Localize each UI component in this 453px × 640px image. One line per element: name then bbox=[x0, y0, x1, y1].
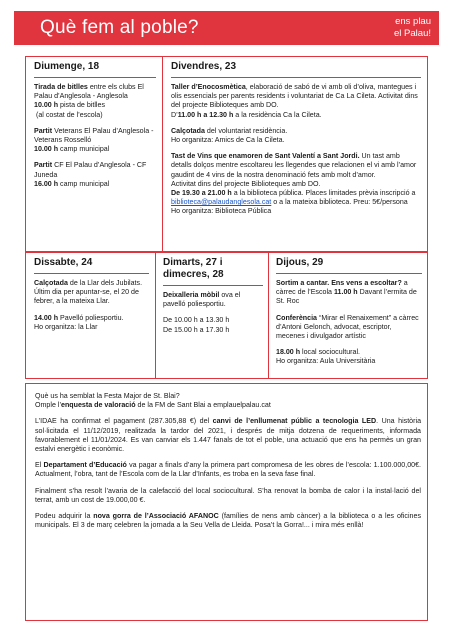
event-title: Conferència bbox=[276, 313, 317, 322]
news-text: Finalment s’ha resolt l’avaria de la calefacció del local sociocultural. S’ha renovat la bomba de calor i la instal·lació del terrat, amb un cost de 19.000,00 €. bbox=[35, 486, 421, 504]
saturday-event-1 bbox=[34, 279, 149, 307]
event-text: Un tast amb detalls dolços mentre escoltareu les llegendes que relacionen el vi amb l’amor gaudint de 4 vins de la nostra denominació fets amb molt d’amor. bbox=[171, 152, 417, 179]
library-email-link[interactable]: biblioteca@palaudanglesola.cat bbox=[171, 198, 272, 207]
friday-rule bbox=[171, 77, 421, 78]
sunday-heading: Diumenge, 18 bbox=[34, 61, 100, 72]
event-organizer: Ho organitza: la Llar bbox=[34, 322, 98, 331]
event-place: camp municipal bbox=[58, 179, 110, 188]
event-title: Sortim a cantar. Ens vens a escoltar? bbox=[276, 279, 402, 287]
event-text: , elaboració de sabó de vi amb oli d’oliva, mantegues i olis essencials per parents residents i voluntariat de Ca La Cileta. Activitat dins del projecte Biblioteques amb DO. bbox=[171, 83, 418, 110]
event-text: del voluntariat residència. bbox=[204, 126, 288, 135]
tagline-line-1: ens plau bbox=[395, 16, 431, 27]
news-led-lighting bbox=[35, 417, 421, 454]
event-text: entre els clubs El Palau d’Anglesola - Anglesola bbox=[34, 83, 144, 101]
event-organizer: Ho organitza: Amics de Ca la Cileta. bbox=[171, 136, 285, 145]
thursday-event-1 bbox=[276, 279, 422, 307]
event-text: CF El Palau d’Anglesola - CF Juneda bbox=[34, 161, 147, 179]
event-place: Davant l’ermita de St. Roc bbox=[276, 288, 417, 306]
thursday-rule bbox=[276, 273, 422, 274]
page-title: Què fem al poble? bbox=[40, 17, 199, 38]
sunday-event-1 bbox=[34, 83, 156, 120]
news-school-works bbox=[35, 461, 421, 479]
event-title: Tirada de bitlles bbox=[34, 83, 88, 91]
news-content bbox=[35, 392, 421, 537]
event-time: 18.00 h bbox=[276, 348, 301, 357]
event-title: Tast de Vins que enamoren de Sant Valentí a Sant Jordi. bbox=[171, 152, 360, 161]
news-text: El bbox=[35, 461, 44, 470]
event-title: Partit bbox=[34, 126, 53, 135]
news-heating bbox=[35, 487, 421, 505]
event-text: a la biblioteca pública. Places limitades prèvia inscripció a bbox=[231, 189, 416, 198]
news-text: L’IDAE ha confirmat el pagament (287.305,88 €) del bbox=[35, 417, 213, 426]
event-time: 16.00 h bbox=[34, 179, 59, 188]
events-top-divider bbox=[162, 56, 163, 252]
event-title: Partit bbox=[34, 161, 53, 170]
tuewed-rule bbox=[163, 285, 263, 286]
event-prefix: D’ bbox=[171, 110, 178, 119]
friday-heading: Divendres, 23 bbox=[171, 61, 237, 72]
tuewed-heading: Dimarts, 27 i dimecres, 28 bbox=[163, 257, 224, 280]
events-middle-divider-1 bbox=[155, 252, 156, 379]
event-time: De 19.30 a 21.00 h bbox=[171, 189, 232, 198]
event-title: Taller d’Enocosmètica bbox=[171, 83, 246, 91]
thursday-event-2-time bbox=[276, 348, 422, 366]
friday-event-1 bbox=[171, 83, 421, 120]
saturday-column bbox=[34, 257, 149, 339]
event-time: 11.00 h bbox=[333, 288, 358, 297]
event-text: a càrrec de l’Escola bbox=[276, 279, 408, 297]
event-organizer: Ho organitza: Aula Universitària bbox=[276, 357, 376, 366]
news-text: (famílies de nens amb càncer) a la biblioteca o a les oficines municipals. El 3 de març celebren la jornada a la Seu Vella de Lleida. Posa’t la Gorra!... i mira més enllà! bbox=[35, 512, 421, 530]
news-text: Podeu adquirir la bbox=[35, 512, 94, 521]
event-text: o a la mateixa biblioteca. Preu: 5€/persona bbox=[271, 198, 408, 207]
friday-event-2 bbox=[171, 127, 421, 145]
saturday-heading: Dissabte, 24 bbox=[34, 257, 93, 268]
event-place: Pavelló poliesportiu. bbox=[58, 313, 124, 322]
event-text: ova el pavelló poliesportiu. bbox=[163, 291, 241, 309]
event-place: pista de bitlles bbox=[58, 101, 105, 110]
event-title: Deixalleria mòbil bbox=[163, 291, 220, 299]
event-time: 10.00 h bbox=[34, 145, 59, 154]
sunday-column bbox=[34, 61, 156, 196]
thursday-event-2 bbox=[276, 314, 422, 342]
thursday-heading: Dijous, 29 bbox=[276, 257, 324, 268]
news-highlight: enquesta de valoració bbox=[61, 401, 136, 410]
event-place: a la residència Ca la Cileta. bbox=[233, 110, 322, 119]
event-time: 14.00 h bbox=[34, 313, 59, 322]
thursday-column bbox=[276, 257, 422, 374]
event-time: 11.00 h a 12.30 h bbox=[177, 110, 234, 119]
news-highlight: nova gorra de l’Associació AFANOC bbox=[93, 512, 219, 521]
event-place: local sociocultural. bbox=[300, 348, 360, 357]
sunday-event-2 bbox=[34, 127, 156, 155]
event-text: de la Llar dels Jubilats. Últim dia per apuntar-se, el 20 de febrer, a la mateixa Llar. bbox=[34, 279, 143, 306]
event-title: Calçotada bbox=[171, 126, 205, 135]
tuewed-column bbox=[163, 257, 263, 342]
event-time: De 10.00 h a 13.30 h bbox=[163, 316, 230, 325]
sunday-event-3 bbox=[34, 161, 156, 189]
event-text: Activitat dins del projecte Biblioteques amb DO. bbox=[171, 179, 321, 188]
events-middle-divider-2 bbox=[268, 252, 269, 379]
news-highlight: Departament d’Educació bbox=[43, 461, 127, 470]
news-text: de la FM de Sant Blai a emplauelpalau.cat bbox=[135, 401, 271, 410]
friday-event-3 bbox=[171, 152, 421, 216]
event-text: Veterans El Palau d’Anglesola - Veterans Rosselló bbox=[34, 126, 154, 145]
news-highlight: canvi de l’enllumenat públic a tecnologia LED bbox=[212, 417, 377, 426]
event-time: De 15.00 h a 17.30 h bbox=[163, 325, 230, 334]
header-tagline bbox=[394, 16, 431, 40]
saturday-event-1-time bbox=[34, 314, 149, 332]
news-text: Omple l’ bbox=[35, 401, 62, 410]
event-text: “Mirar el Renaixement” a càrrec d’Antoni Gelonch, advocat, escriptor, mecenes i divulgador artístic bbox=[276, 313, 419, 341]
news-survey bbox=[35, 392, 421, 410]
tagline-line-2: el Palau! bbox=[394, 28, 431, 39]
news-text: va pagar a finals d’any la primera part compromesa de les obres de l’escola: 1.100.000,00€. Actualment, l’obra, tant de l’Escola com de la Llar d’Infants, es troba en la seva fase final. bbox=[35, 461, 422, 479]
event-time: 10.00 h bbox=[34, 101, 59, 110]
event-title: Calçotada bbox=[34, 279, 68, 287]
friday-column bbox=[171, 61, 421, 224]
tuewed-event-1 bbox=[163, 291, 263, 309]
event-note: (al costat de l’escola) bbox=[35, 110, 103, 119]
sunday-rule bbox=[34, 77, 156, 78]
tuewed-event-1-times bbox=[163, 316, 263, 334]
news-text: . Una història sol·licitada el 11/12/2019, realitzada la tardor del 2021, i després de mitja dotzena de requeriments, informada favorablement el 11/01/2024. Es van canviar els 1.447 fanals de tot el poble, una actuació que ens ha permès un gran estalvi energètic i econòmic. bbox=[35, 417, 422, 454]
news-text: Què us ha semblat la Festa Major de St. Blai? bbox=[35, 392, 180, 400]
event-place: camp municipal bbox=[58, 145, 110, 154]
event-organizer: Ho organitza: Biblioteca Pública bbox=[171, 207, 272, 216]
news-afanoc-cap bbox=[35, 512, 421, 530]
saturday-rule bbox=[34, 273, 149, 274]
page-header bbox=[14, 11, 439, 45]
